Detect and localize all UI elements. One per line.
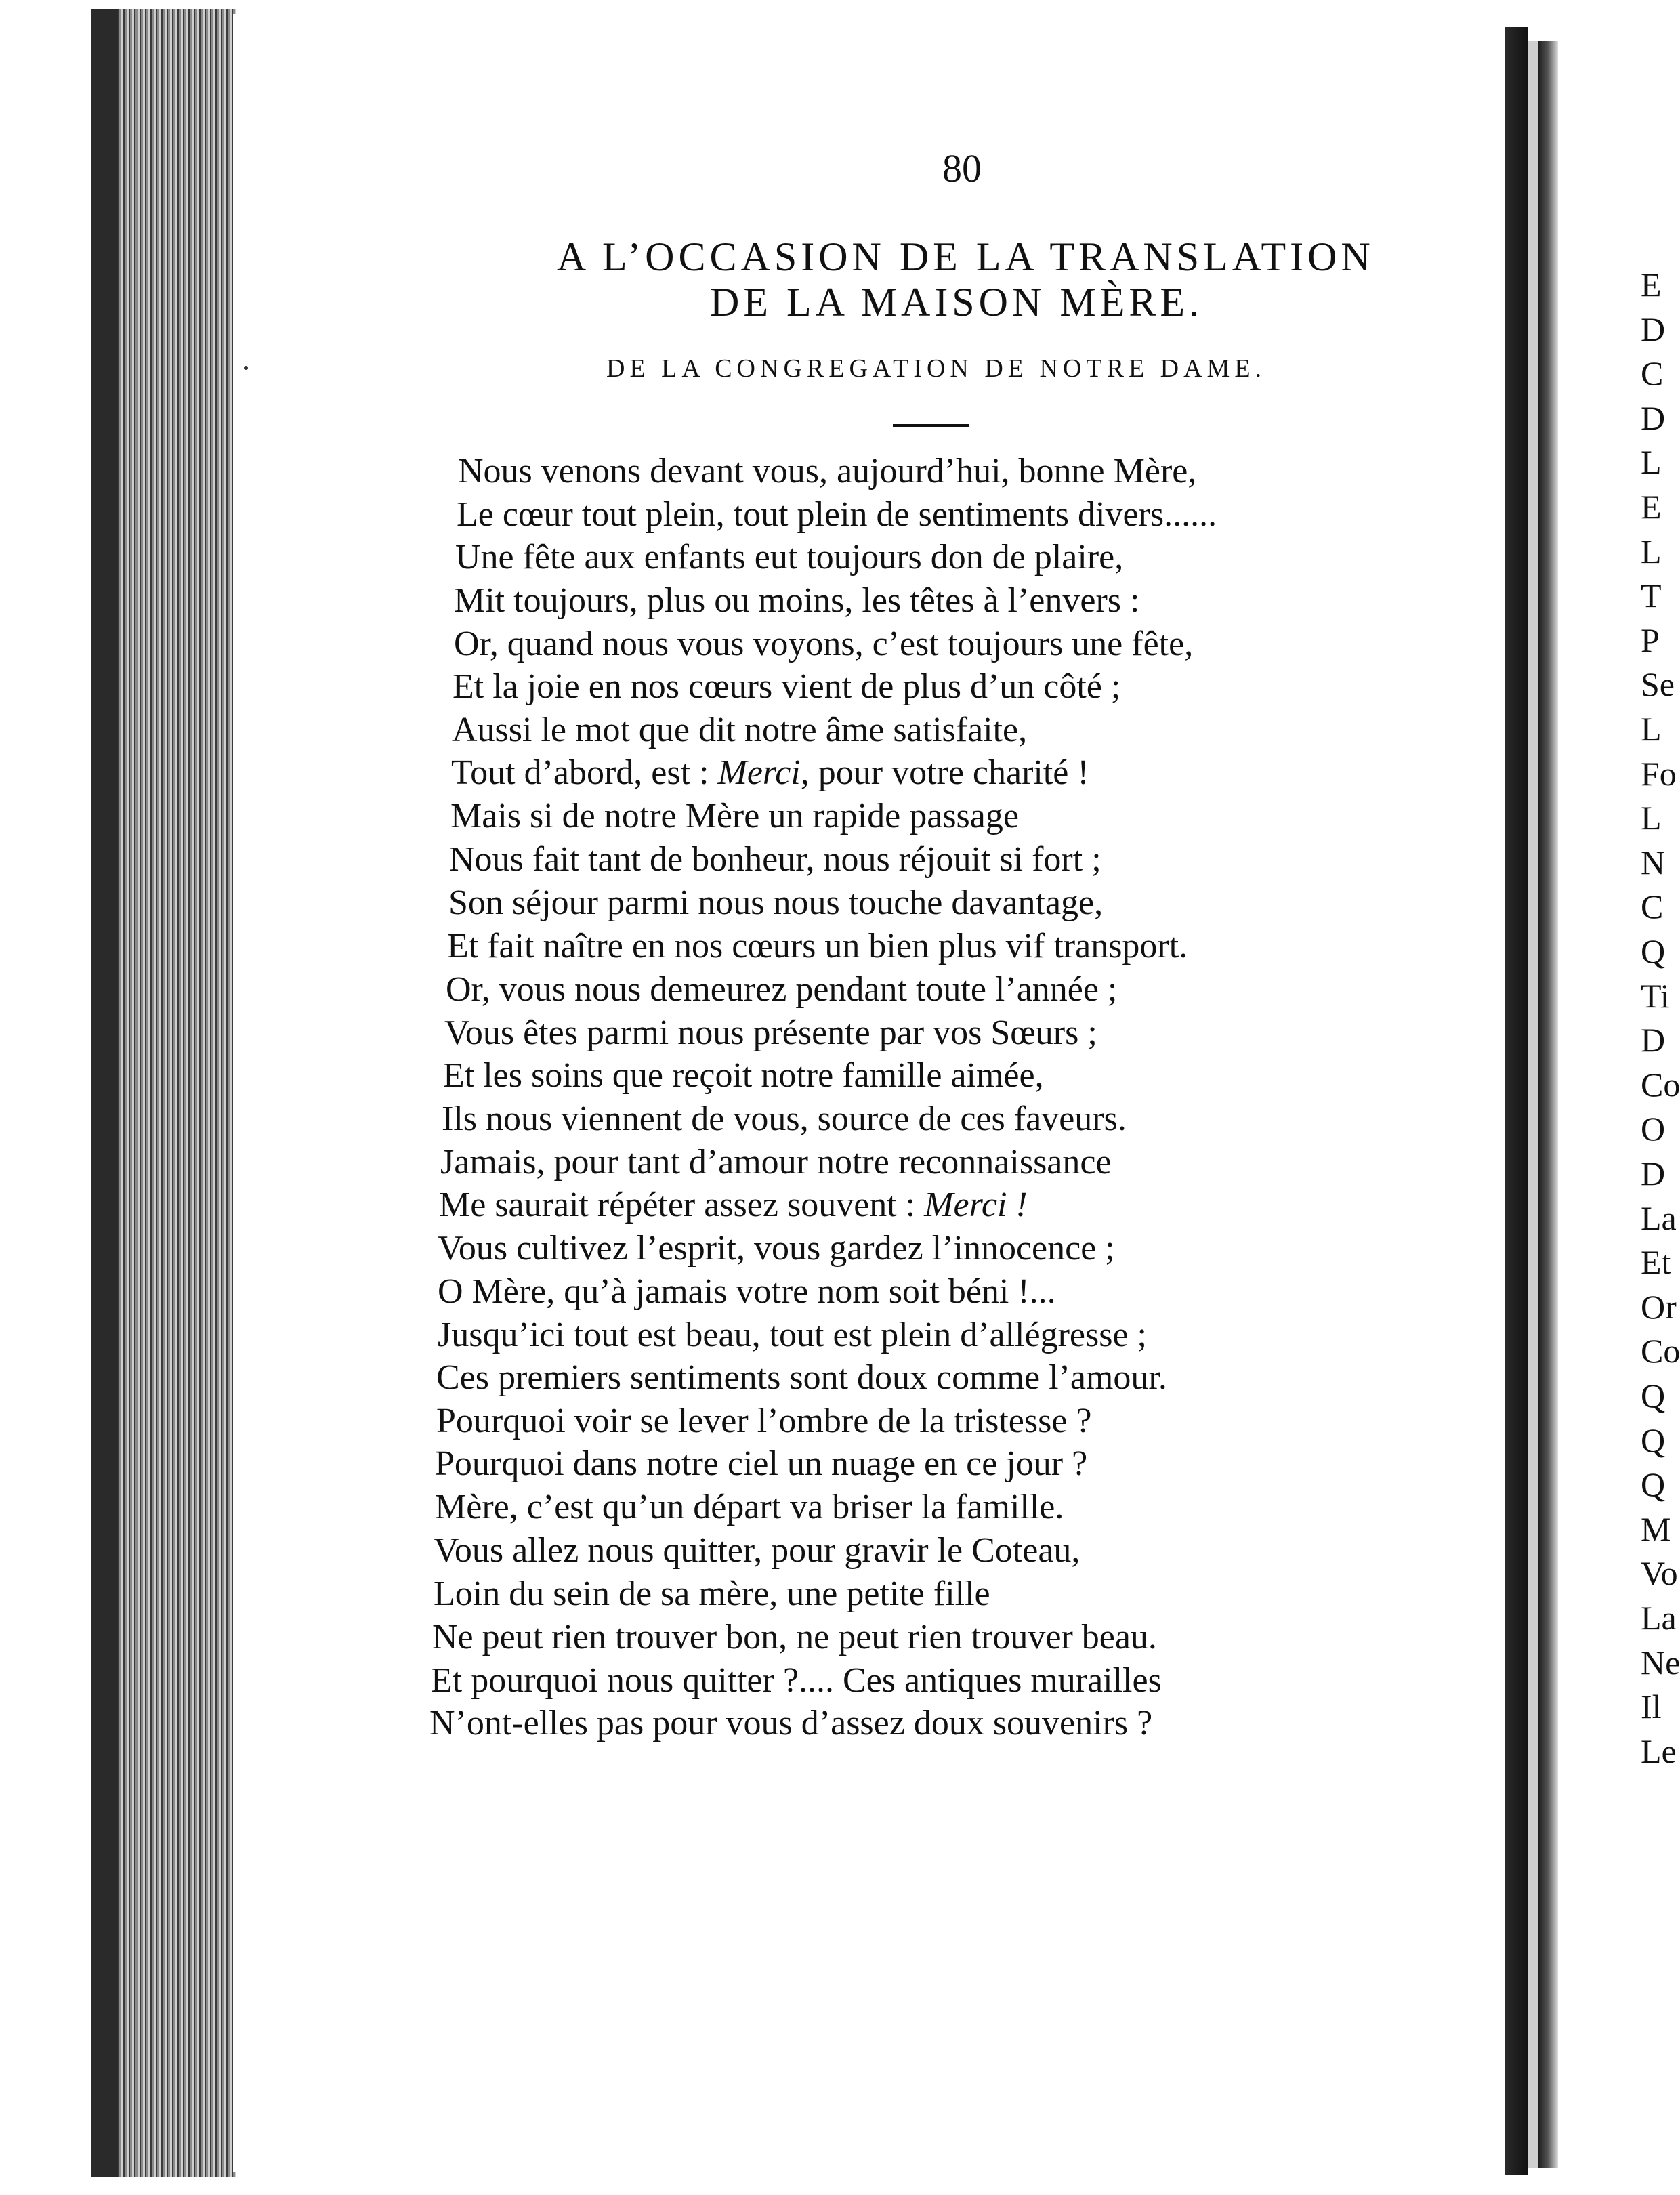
- verse-italic-word: Merci: [717, 753, 801, 792]
- facing-page-line-start: Le: [1641, 1732, 1677, 1770]
- verse-line: Jusqu’ici tout est beau, tout est plein d’allégresse ;: [438, 1316, 1147, 1354]
- verse-line: Vous allez nous quitter, pour gravir le Coteau,: [434, 1531, 1080, 1570]
- facing-page-line-start: Co: [1641, 1332, 1680, 1370]
- page-number: 80: [942, 146, 982, 190]
- verse-line: Nous fait tant de bonheur, nous réjouit si fort ;: [449, 840, 1101, 879]
- verse-text: , pour votre charité !: [800, 753, 1089, 792]
- facing-page-line-start: E: [1641, 488, 1662, 526]
- verse-line: Et pourquoi nous quitter ?.... Ces antiques murailles: [431, 1661, 1162, 1700]
- left-page-block-shadow: [91, 9, 118, 2177]
- verse-line: Une fête aux enfants eut toujours don de plaire,: [455, 538, 1124, 577]
- facing-page-line-start: Q: [1641, 1465, 1666, 1503]
- facing-page-line-start: L: [1641, 532, 1662, 570]
- binding-gutter-edge: [1528, 41, 1538, 2168]
- facing-page-line-start: Co: [1641, 1066, 1680, 1104]
- binding-gutter-shadow: [1538, 41, 1558, 2168]
- poem-title-line-1: A L’OCCASION DE LA TRANSLATION: [557, 234, 1374, 279]
- verse-line: Pourquoi dans notre ciel un nuage en ce jour ?: [435, 1444, 1088, 1483]
- facing-page-line-start: C: [1641, 887, 1664, 925]
- verse-line: O Mère, qu’à jamais votre nom soit béni !...: [438, 1272, 1056, 1311]
- facing-page-line-start: Q: [1641, 932, 1666, 970]
- title-rule: [893, 424, 969, 427]
- verse-line-with-italic: [439, 1184, 1028, 1226]
- facing-page-line-start: Fo: [1641, 755, 1677, 793]
- facing-page-line-start: D: [1641, 399, 1666, 437]
- verse-line: Vous cultivez l’esprit, vous gardez l’innocence ;: [438, 1229, 1115, 1268]
- facing-page-line-start: D: [1641, 1154, 1666, 1192]
- facing-page-line-start: C: [1641, 354, 1664, 392]
- verse-line: Vous êtes parmi nous présente par vos Sœurs ;: [444, 1013, 1097, 1052]
- facing-page-line-start: Q: [1641, 1377, 1666, 1415]
- facing-page-line-start: Vo: [1641, 1554, 1678, 1592]
- verse-line: Ils nous viennent de vous, source de ces faveurs.: [442, 1100, 1127, 1138]
- verse-line: Ces premiers sentiments sont doux comme l’amour.: [436, 1358, 1167, 1397]
- facing-page-line-start: Q: [1641, 1421, 1666, 1459]
- poem-subtitle: DE LA CONGREGATION DE NOTRE DAME.: [606, 354, 1267, 383]
- verse-line: Mit toujours, plus ou moins, les têtes à l’envers :: [454, 581, 1140, 620]
- verse-line: Or, vous nous demeurez pendant toute l’année ;: [446, 970, 1118, 1009]
- facing-page-line-start: La: [1641, 1599, 1677, 1637]
- facing-page-line-start: Il: [1641, 1688, 1662, 1726]
- facing-page-line-start: L: [1641, 443, 1662, 481]
- margin-speck: [244, 366, 248, 370]
- facing-page-line-start: Ti: [1641, 977, 1670, 1015]
- facing-page-line-start: Or: [1641, 1288, 1677, 1326]
- verse-line: Ne peut rien trouver bon, ne peut rien trouver beau.: [432, 1618, 1157, 1656]
- verse-line: Aussi le mot que dit notre âme satisfaite,: [452, 711, 1028, 749]
- facing-page-line-start: Et: [1641, 1243, 1671, 1281]
- verse-line-with-italic: [451, 752, 1089, 794]
- verse-line: Mère, c’est qu’un départ va briser la famille.: [435, 1488, 1064, 1526]
- facing-page-line-start: Se: [1641, 665, 1675, 703]
- facing-page-line-start: E: [1641, 266, 1662, 304]
- verse-line: Et la joie en nos cœurs vient de plus d’un côté ;: [453, 667, 1121, 706]
- facing-page-line-start: P: [1641, 621, 1660, 659]
- verse-line: Le cœur tout plein, tout plein de sentiments divers......: [457, 495, 1217, 534]
- facing-page-line-start: D: [1641, 1021, 1666, 1059]
- facing-page-line-start: D: [1641, 310, 1666, 348]
- verse-line: N’ont-elles pas pour vous d’assez doux souvenirs ?: [429, 1704, 1153, 1742]
- verse-text: Tout d’abord, est :: [451, 753, 718, 792]
- facing-page-line-start: L: [1641, 799, 1662, 837]
- verse-line: Et fait naître en nos cœurs un bien plus vif transport.: [447, 927, 1188, 965]
- facing-page-line-start: La: [1641, 1199, 1677, 1237]
- facing-page-line-start: N: [1641, 843, 1666, 881]
- verse-line: Et les soins que reçoit notre famille aimée,: [443, 1056, 1044, 1095]
- verse-text: Me saurait répéter assez souvent :: [439, 1186, 925, 1224]
- facing-page-line-start: M: [1641, 1510, 1671, 1548]
- verse-line: Nous venons devant vous, aujourd’hui, bonne Mère,: [458, 452, 1197, 490]
- verse-line: Or, quand nous vous voyons, c’est toujours une fête,: [454, 625, 1194, 663]
- verse-line: Pourquoi voir se lever l’ombre de la tristesse ?: [436, 1402, 1092, 1440]
- verse-line: Son séjour parmi nous nous touche davantage,: [448, 883, 1104, 922]
- verse-line: Jamais, pour tant d’amour notre reconnaissance: [440, 1143, 1112, 1182]
- binding-gutter: [1505, 27, 1528, 2175]
- facing-page-line-start: T: [1641, 577, 1662, 614]
- verse-italic-word: Merci !: [924, 1186, 1028, 1224]
- facing-page-line-start: O: [1641, 1110, 1666, 1148]
- verse-line: Mais si de notre Mère un rapide passage: [450, 797, 1019, 835]
- verse-line: Loin du sein de sa mère, une petite fille: [434, 1574, 990, 1613]
- facing-page-line-start: Ne: [1641, 1644, 1680, 1681]
- poem-title-line-2: DE LA MAISON MÈRE.: [710, 280, 1204, 325]
- facing-page-line-start: L: [1641, 710, 1662, 748]
